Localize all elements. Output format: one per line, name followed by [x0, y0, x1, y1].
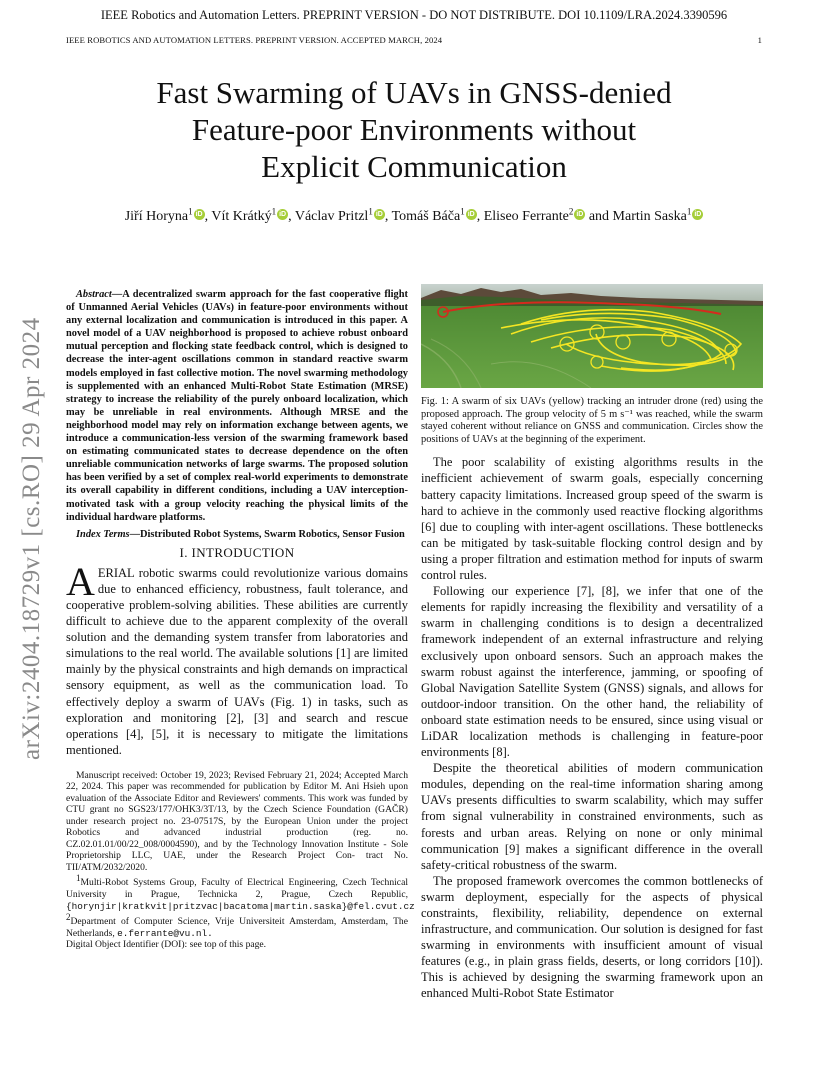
orcid-icon[interactable]: iD [467, 210, 475, 218]
paper-title [66, 74, 762, 185]
abstract [66, 288, 408, 524]
title-line-3: Explicit Communication [261, 149, 567, 184]
swarm-photo [421, 284, 763, 388]
email-link[interactable]: {horynjir|kratkvit|pritzvac|bacatoma|martin.saska}@fel.cvut.cz [66, 900, 415, 912]
arxiv-stamp: arXiv:2404.18729v1 [cs.RO] 29 Apr 2024 [18, 317, 45, 760]
author: Václav Pritzl$^1$ iD , [294, 206, 392, 224]
running-head [66, 35, 762, 45]
body-paragraph: Following our experience [7], [8], we infer that one of the elements for rapidly increasing the flexibility and versatility of a swarm in challenging conditions is to design a decentralized framework independent of an external infrastructure and relying exclusively upon onboard sensors. Such an approach makes the swarm robust against the interference, jamming, or spoofing of Global Navigation Satellite System (GNSS) signals, and allows for outdoor-indoor transition. On the other hand, the reliability of onboard state estimation needs to be ensured, since using visual or LiDAR localization methods is challenging in feature-poor environments [8]. [421, 584, 763, 760]
orcid-icon[interactable]: iD [279, 210, 287, 218]
author: Tomáš Báča$^1$ iD , [391, 206, 484, 224]
index-terms [66, 528, 408, 541]
orcid-icon[interactable]: iD [375, 210, 383, 218]
author: Eliseo Ferrante$^2$ iD and [483, 206, 613, 224]
author: Vít Krátký$^1$ iD , [211, 206, 295, 224]
left-column [66, 288, 415, 951]
orcid-icon[interactable]: iD [694, 210, 702, 218]
section-heading: I. INTRODUCTION [179, 544, 295, 560]
body-paragraph: The proposed framework overcomes the common bottlenecks of swarm deployment, especially for the aspects of physical constraints, flexibility, reliability, dependence on external infrastructure, and communication. Our solution is designed for fast swarming in environments with insufficient amount of visual features (e.g., in plain grass fields, deserts, or long corridors [10]). This is achieved by designing the swarming framework upon an enhanced Multi-Robot State Estimator [421, 873, 763, 1001]
orcid-icon[interactable]: iD [195, 210, 203, 218]
page-number: 1 [757, 35, 762, 45]
intro-paragraph [66, 558, 408, 758]
swarm-photo-image [421, 284, 763, 388]
body-paragraph: Despite the theoretical abilities of modern communication modules, depending on the real-time information sharing among UAVs presents difficulties to swarm scalability, which may suffer from signal vulnerability in constrained environments, such as forests and urban areas. Relying on none or only minimal communication [9] makes a significant difference in the overall safety-critical robustness of the swarm. [421, 761, 763, 872]
right-column [421, 284, 763, 1002]
figure-caption: Fig. 1: A swarm of six UAVs (yellow) tracking an intruder drone (red) using the proposed approach. The group velocity of 5 m s⁻¹ was reached, while the swarm stayed coherent without reliance on GNSS and communication. Circles show the positions of UAVs at the beginning of the experiment. [421, 396, 763, 445]
title-line-1: Fast Swarming of UAVs in GNSS-denied [156, 75, 672, 110]
author-list [66, 206, 762, 225]
manuscript-footnote: Manuscript received: October 19, 2023; Revised February 21, 2024; Accepted March 22, 2024. This paper was recommended for publication by Editor M. Ani Hsieh upon evaluation of the Associate Editor and Reviewers' comments. This work was funded by CTU grant no SGS23/177/OHK3/3T/13, by the Czech Science Foundation (GAČR) under research project no. 23-07517S, by the European Union under the project Robotics and advanced industrial production (reg. no. CZ.02.01.01/00/22_008/0004590), and by the Technology Innovation Institute - Sole Proprietorship LLC, UAE, under the Research Project Con- tract No. TII/ATM/2032/2020. [66, 769, 408, 873]
top-banner: IEEE Robotics and Automation Letters. PREPRINT VERSION - DO NOT DISTRIBUTE. DOI 10.1109/LRA.2024.3390596 [100, 8, 728, 22]
index-terms-label: Index Terms [76, 528, 130, 540]
running-head-text: IEEE ROBOTICS AND AUTOMATION LETTERS. PREPRINT VERSION. ACCEPTED MARCH, 2024 [66, 35, 443, 45]
email-link[interactable]: e.ferrante@vu.nl. [117, 927, 213, 939]
doi-note: Digital Object Identifier (DOI): see top of this page. [66, 939, 267, 951]
abstract-text: —A decentralized swarm approach for the fast cooperative flight of Unmanned Aerial Vehicles (UAVs) in feature-poor environments without any external localization and communication is introduced in this paper. A novel model of a UAV neighborhood is proposed to achieve robust onboard mutual perception and flocking state feedback control, which is designed to decrease the inter-agent oscillations common in standard reactive swarm models employed in fast collective motion. The novel swarming methodology is supplemented with an enhanced Multi-Robot State Estimation (MRSE) strategy to increase the reliability of the purely onboard localization, which may be unreliable in real environments. Although MRSE and the neighborhood model may rely on information exchange between agents, we introduce a communication-less version of the swarming framework based on estimating communicated states to decrease dependence on the often unreliable communication networks of large swarms. The proposed solution has been verified by a set of complex real-world experiments to demonstrate its overall capability in different conditions, including a UAV interception-motivated task with a group velocity reaching the physical limits of the individual hardware platforms. [66, 289, 408, 523]
orcid-icon[interactable]: iD [576, 210, 584, 218]
intro-text: ERIAL robotic swarms could revolutionize various domains due to enhanced efficiency, robustness, fault tolerance, and cooperative problem-solving abilities. These abilities are currently difficult to achieve due to the apparent complexity of the overall solution and the demanding system transfer from laboratories and simulations to the real world. The available solutions [1] are limited mainly by the physical constraints and high demands on impractical sensory equipment, as well as the communication load. To effectively deploy a swarm of UAVs (Fig. 1) in tasks, such as exploration and monitoring [2], [3] and search and rescue operations [4], [5], it is necessary to mitigate the limitations mentioned. [66, 565, 408, 757]
index-terms-text: —Distributed Robot Systems, Swarm Robotics, Sensor Fusion [129, 528, 405, 540]
author: Martin Saska$^1$ iD [612, 206, 702, 224]
body-paragraph: The poor scalability of existing algorithms results in the inefficient achievement of swarm goals, especially concerning battery capacity limitations. Increased group speed of the swarm is hard to achieve in the commonly used reactive flocking algorithms [6] due to coupling with inter-agent oscillations. These bottlenecks can be mitigated by task-suitable flocking control design and by using a proper filtration and estimation method for inputs of swarm control rules. [421, 455, 763, 583]
drop-cap: A [66, 558, 95, 604]
affiliation-1: $^1$Multi-Robot Systems Group, Faculty of Electrical Engineering, Czech Technical University in Prague, Technicka 2, Prague, Czech Republic, {horynjir|kratkvit|pritzvac|bacatoma|martin.saska}@fel.cvut.cz [66, 873, 415, 912]
abstract-label: Abstract [76, 289, 112, 300]
author: Jiří Horyna$^1$ iD , [124, 206, 212, 224]
title-line-2: Feature-poor Environments without [191, 112, 637, 147]
affiliation-2: $^2$Department of Computer Science, Vrije Universiteit Amsterdam, Amsterdam, The Netherlands, e.ferrante@vu.nl. [66, 912, 408, 939]
